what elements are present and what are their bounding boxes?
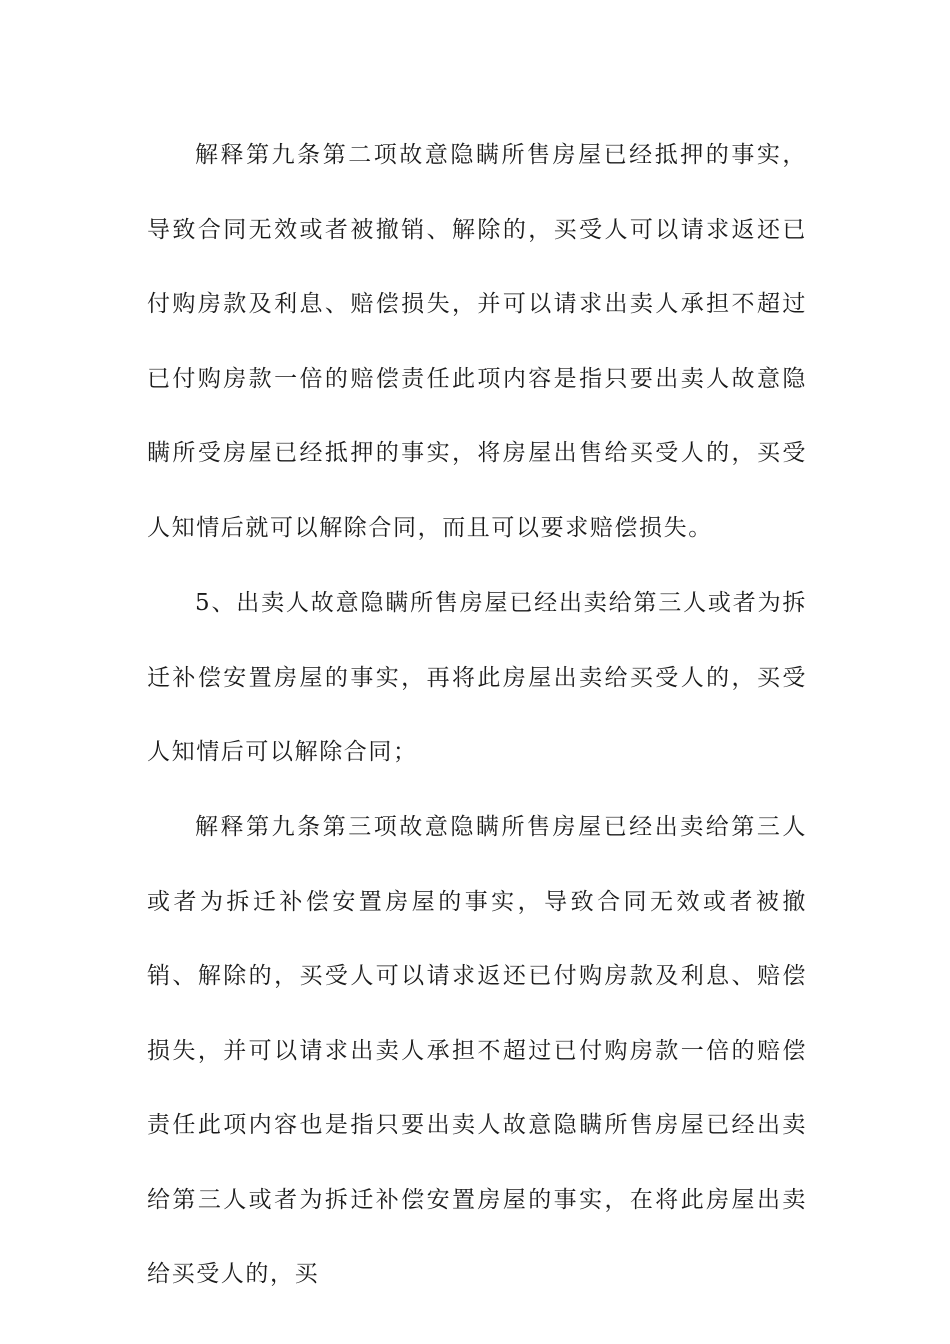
paragraph-interpretation-item-3: 解释第九条第三项故意隐瞒所售房屋已经出卖给第三人或者为拆迁补偿安置房屋的事实，导致合同无效或者被撤销、解除的，买受人可以请求返还已付购房款及利息、赔偿损失，并可以请求出卖人承担不超过已付购房款一倍的赔偿责任此项内容也是指只要出卖人故意隐瞒所售房屋已经出卖给第三人或者为拆迁补偿安置房屋的事实，在将此房屋出卖给买受人的，买	[147, 814, 807, 1287]
paragraph-interpretation-item-2: 解释第九条第二项故意隐瞒所售房屋已经抵押的事实，导致合同无效或者被撤销、解除的，买受人可以请求返还已付购房款及利息、赔偿损失，并可以请求出卖人承担不超过已付购房款一倍的赔偿责任此项内容是指只要出卖人故意隐瞒所受房屋已经抵押的事实，将房屋出售给买受人的，买受人知情后就可以解除合同，而且可以要求赔偿损失。	[147, 142, 807, 541]
paragraph-item-5: 5、出卖人故意隐瞒所售房屋已经出卖给第三人或者为拆迁补偿安置房屋的事实，再将此房屋出卖给买受人的，买受人知情后可以解除合同；	[147, 590, 807, 765]
